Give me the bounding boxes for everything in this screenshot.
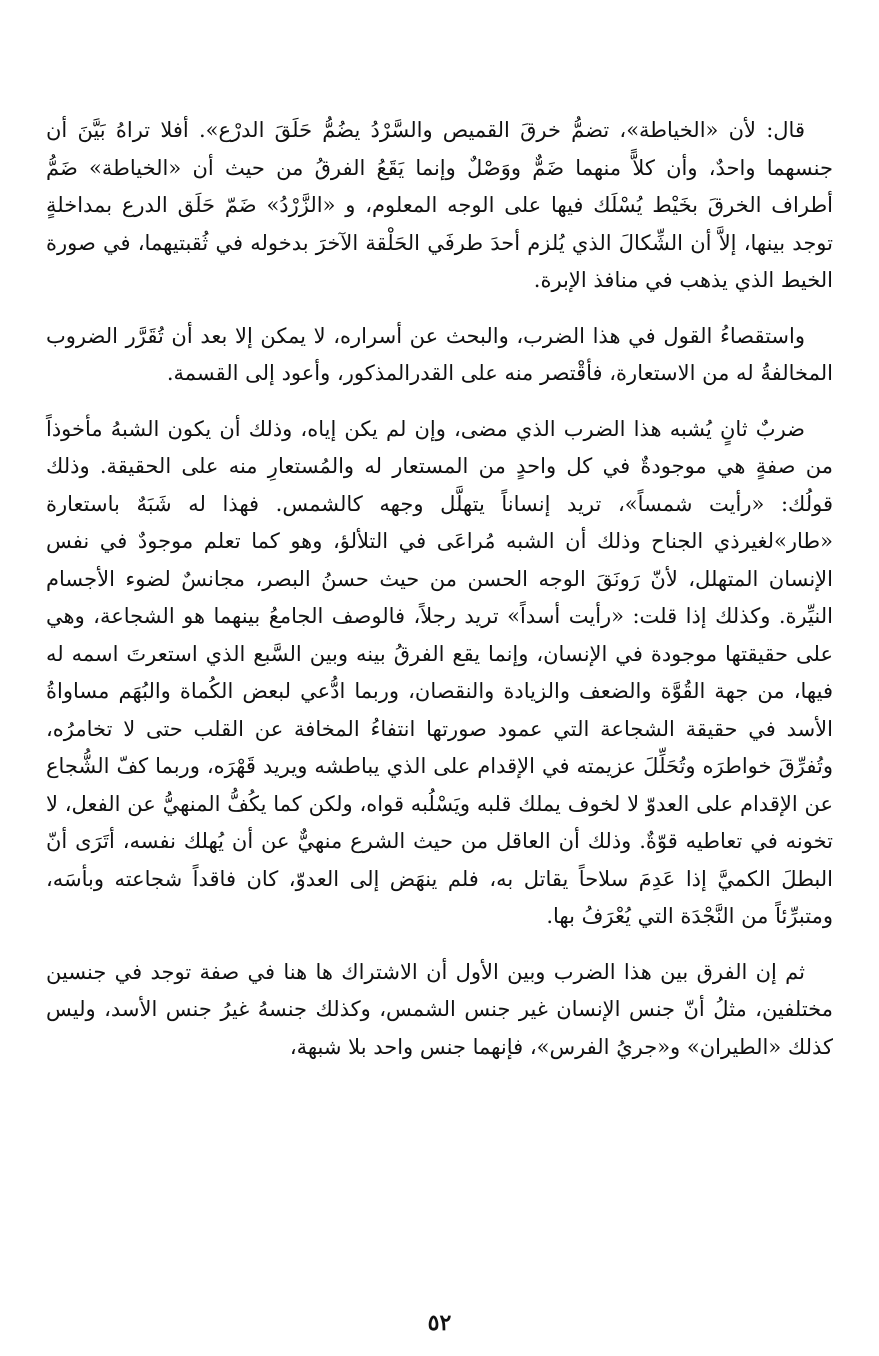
paragraph-2: واستقصاءُ القول في هذا الضرب، والبحث عن أسراره، لا يمكن إلا بعد أن تُقَرَّر الضروب المخالفةُ له من الاستعارة، فأقْتصر منه على القدرالمذكور، وأعود إلى القسمة. <box>46 323 833 385</box>
paragraph-3: ضربٌ ثانٍ يُشبه هذا الضرب الذي مضى، وإن لم يكن إياه، وذلك أن يكون الشبهُ مأخوذاً من صفةٍ هي موجودةٌ في كل واحدٍ من المستعار له والمُستعارِ منه على الحقيقة. وذلك قولُك: «رأيت شمساً»، تريد إنساناً يتهلَّل وجهه كالشمس. فهذا له شَبَهٌ باستعارة «طار»لغيرذي الجناح وذلك أن الشبه مُراعَى في التلألؤ، وهو كما تعلم موجودٌ في نفس الإنسان المتهلل، لأنّ رَونَقَ الوجه الحسن من حيث حسنُ البصر، مجانسٌ لضوء الأجسام النيِّرة. وكذلك إذا قلت: «رأيت أسداً» تريد رجلاً، فالوصف الجامعُ بينهما هو الشجاعة، وهي على حقيقتها موجودة في الإنسان، وإنما يقع الفرقُ بينه وبين السَّبع الذي استعرتَ اسمه له فيها، من جهة القُوَّة والضعف والزيادة والنقصان، وربما ادُّعي لبعض الكُماة والبُهَم مساواةُ الأسد في حقيقة الشجاعة التي عمود صورتها انتفاءُ المخافة عن القلب حتى لا تخامرُه، وتُفرِّقَ خواطرَه وتُحَلِّلَ عزيمته في الإقدام على الذي يباطشه ويريد قَهْرَه، وربما كفّ الشُّجاع عن الإقدام على العدوّ لا لخوف يملك قلبه ويَسْلُبه قواه، ولكن كما يكُفُّ المنهيُّ عن الفعل، لا تخونه في تعاطيه قوّةٌ. وذلك أن العاقل من حيث الشرع منهيٌّ عن أن يُهلك نفسه، أتَرَى أنّ البطلَ الكميَّ إذا عَدِمَ سلاحاً يقاتل به، فلم ينهَض إلى العدوّ، كان فاقداً شجاعته وبأسَه، ومتبرِّئاً من النَّجْدَة التي يُعْرَفُ بها. <box>46 416 833 928</box>
page-number: ٥٢ <box>427 1310 452 1336</box>
paragraph-1: قال: لأن «الخياطة»، تضمُّ خرقَ القميص والسَّرْدُ يضُمُّ حَلَقَ الدرْع». أفلا تراهُ بَيَّنَ أن جنسهما واحدٌ، وأن كلاًّ منهما ضَمٌّ ووَصْلٌ وإنما يَقَعُ الفرقُ من حيث أن «الخياطة» ضَمُّ أطراف الخرقَ بخَيْط يُسْلَك فيها على الوجه المعلوم، و «الزَّرْدُ» ضَمّ حَلَق الدرع بمداخلةٍ توجد بينها، إلاَّ أن الشِّكالَ الذي يُلزم أحدَ طرفَي الحَلْقة الآخرَ بدخوله في ثُقبتيهما، في صورة الخيط الذي يذهب في منافذ الإبرة. <box>46 118 833 292</box>
body-text <box>46 112 833 1066</box>
paragraph-4: ثم إن الفرق بين هذا الضرب وبين الأول أن الاشتراك ها هنا في صفة توجد في جنسين مختلفين، مثلُ أنّ جنس الإنسان غير جنس الشمس، وكذلك جنسهُ غيرُ جنس الأسد، وليس كذلك «الطيران» و«جريُ الفرس»، فإنهما جنس واحد بلا شبهة، <box>46 959 833 1059</box>
